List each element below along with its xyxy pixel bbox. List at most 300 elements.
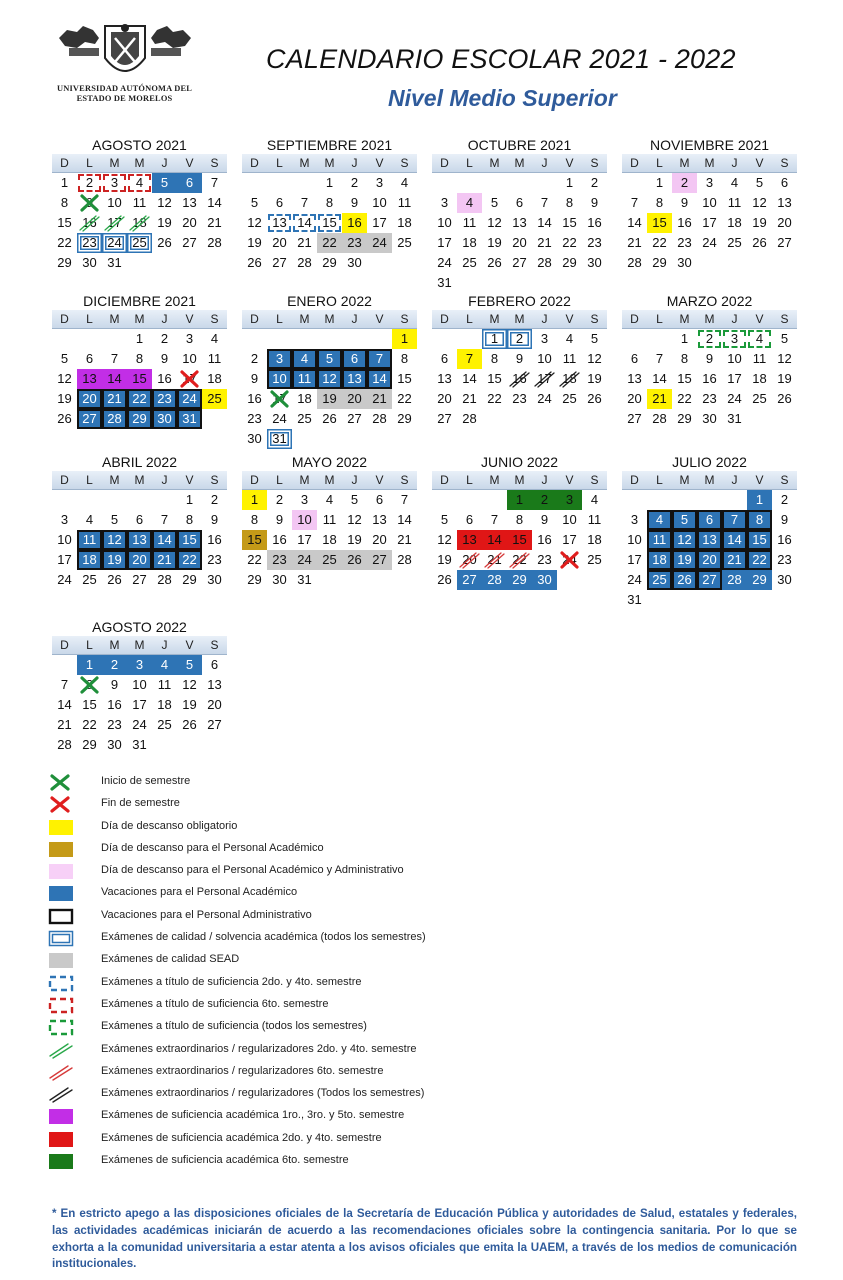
day-cell — [202, 193, 227, 213]
day-cell — [242, 570, 267, 590]
legend-item — [44, 772, 644, 794]
day-number: 23 — [512, 391, 527, 406]
legend-item — [44, 861, 644, 883]
day-number: 1 — [655, 175, 664, 190]
day-number: 11 — [652, 532, 667, 547]
day-cell — [242, 510, 267, 530]
day-cell — [77, 389, 102, 409]
day-cell — [242, 233, 267, 253]
day-cell — [532, 510, 557, 530]
day-cell — [722, 530, 747, 550]
day-number: 23 — [82, 235, 97, 250]
day-cell — [722, 233, 747, 253]
day-cell — [722, 213, 747, 233]
day-number: 5 — [60, 351, 69, 366]
day-cell — [127, 550, 152, 570]
day-cell — [367, 490, 392, 510]
day-cell — [77, 735, 102, 755]
day-number: 19 — [437, 552, 452, 567]
weekday-label: J — [541, 156, 548, 170]
day-number: 19 — [247, 235, 262, 250]
day-cell — [647, 409, 672, 429]
day-cell — [177, 695, 202, 715]
day-number: 29 — [752, 572, 767, 587]
day-cell — [242, 530, 267, 550]
day-cell — [77, 349, 102, 369]
day-cell — [52, 233, 77, 253]
day-cell — [102, 349, 127, 369]
day-number: 26 — [157, 235, 172, 250]
month-name: DICIEMBRE 2021 — [83, 293, 196, 309]
day-cell — [457, 510, 482, 530]
day-cell — [772, 193, 797, 213]
day-number: 24 — [182, 391, 197, 406]
institution-line-2: ESTADO DE MORELOS — [76, 94, 173, 103]
weekday-label: J — [731, 473, 738, 487]
day-number: 4 — [730, 175, 739, 190]
day-cell — [317, 409, 342, 429]
double-box-swatch-icon — [48, 930, 74, 947]
day-number: 21 — [397, 532, 412, 547]
day-cell — [52, 735, 77, 755]
day-cell — [507, 490, 532, 510]
weekday-label: J — [161, 156, 168, 170]
weekday-label: D — [440, 473, 449, 487]
day-number: 9 — [515, 351, 524, 366]
day-number: 27 — [82, 411, 97, 426]
day-number: 17 — [562, 532, 577, 547]
day-cell — [52, 550, 77, 570]
day-number: 19 — [57, 391, 72, 406]
day-cell — [482, 253, 507, 273]
month-name: JUNIO 2022 — [480, 454, 559, 470]
day-number: 4 — [565, 331, 574, 346]
day-cell — [242, 550, 267, 570]
day-number: 16 — [247, 391, 262, 406]
empty-cell — [722, 490, 747, 510]
day-cell — [432, 570, 457, 590]
day-number: 8 — [515, 512, 524, 527]
empty-cell — [292, 173, 317, 193]
day-number: 8 — [490, 351, 499, 366]
day-cell — [77, 213, 102, 233]
day-number: 25 — [562, 391, 577, 406]
day-cell — [177, 329, 202, 349]
day-cell — [432, 369, 457, 389]
day-number: 15 — [487, 371, 502, 386]
legend-label: Exámenes de calidad / solvencia académica (todos los semestres) — [101, 931, 426, 944]
day-number: 2 — [540, 492, 549, 507]
day-number: 22 — [397, 391, 412, 406]
day-number: 28 — [462, 411, 477, 426]
legend-item — [44, 1062, 644, 1084]
day-cell — [507, 329, 532, 349]
day-cell — [622, 389, 647, 409]
day-cell — [582, 349, 607, 369]
day-number: 5 — [590, 331, 599, 346]
legend-label: Exámenes de suficiencia académica 2do. y 4to. semestre — [101, 1131, 382, 1144]
day-number: 17 — [132, 697, 147, 712]
day-cell — [127, 369, 152, 389]
day-number: 13 — [627, 371, 642, 386]
day-cell — [482, 233, 507, 253]
day-number: 26 — [247, 255, 262, 270]
day-cell — [202, 530, 227, 550]
day-number: 21 — [727, 552, 742, 567]
day-number: 2 — [160, 331, 169, 346]
day-cell — [697, 550, 722, 570]
day-number: 3 — [730, 331, 739, 346]
day-number: 3 — [440, 195, 449, 210]
weekday-label: M — [134, 312, 145, 326]
day-cell — [772, 349, 797, 369]
day-number: 31 — [132, 737, 147, 752]
month-name: AGOSTO 2022 — [92, 619, 187, 635]
legend-label: Exámenes a título de suficiencia (todos los semestres) — [101, 1020, 367, 1033]
day-cell — [507, 233, 532, 253]
day-cell — [772, 329, 797, 349]
day-number: 1 — [250, 492, 259, 507]
day-cell — [507, 349, 532, 369]
day-cell — [292, 570, 317, 590]
day-number: 12 — [587, 351, 602, 366]
day-cell — [102, 213, 127, 233]
day-number: 28 — [727, 572, 742, 587]
day-number: 5 — [755, 175, 764, 190]
day-number: 30 — [777, 572, 792, 587]
day-number: 28 — [372, 411, 387, 426]
day-cell — [317, 253, 342, 273]
day-cell — [697, 173, 722, 193]
day-number: 12 — [322, 371, 337, 386]
day-cell — [77, 173, 102, 193]
day-number: 5 — [185, 657, 194, 672]
day-number: 26 — [322, 411, 337, 426]
day-number: 8 — [400, 351, 409, 366]
day-number: 10 — [702, 195, 717, 210]
day-number: 9 — [590, 195, 599, 210]
day-cell — [202, 173, 227, 193]
day-cell — [392, 510, 417, 530]
weekday-label: M — [514, 473, 525, 487]
weekday-label: J — [541, 473, 548, 487]
weekday-header — [52, 310, 227, 329]
weekday-label: D — [630, 312, 639, 326]
day-number: 5 — [160, 175, 169, 190]
legend-item — [44, 950, 644, 972]
weekday-label: V — [185, 312, 194, 326]
weekday-label: M — [109, 312, 120, 326]
day-cell — [772, 369, 797, 389]
empty-cell — [77, 329, 102, 349]
legend-label: Fin de semestre — [101, 797, 180, 810]
day-cell — [267, 369, 292, 389]
day-cell — [367, 389, 392, 409]
day-cell — [242, 253, 267, 273]
weekday-label: V — [755, 473, 764, 487]
day-cell — [242, 389, 267, 409]
day-cell — [722, 409, 747, 429]
day-cell — [152, 329, 177, 349]
day-cell — [102, 510, 127, 530]
empty-cell — [242, 329, 267, 349]
day-cell — [127, 510, 152, 530]
day-cell — [672, 233, 697, 253]
day-number: 14 — [627, 215, 642, 230]
day-cell — [127, 570, 152, 590]
day-number: 15 — [322, 215, 337, 230]
day-number: 30 — [537, 572, 552, 587]
day-number: 17 — [182, 371, 197, 386]
day-number: 26 — [347, 552, 362, 567]
day-number: 8 — [250, 512, 259, 527]
weekday-label: V — [755, 312, 764, 326]
weekday-label: M — [299, 312, 310, 326]
day-number: 3 — [110, 175, 119, 190]
day-cell — [532, 329, 557, 349]
day-cell — [127, 695, 152, 715]
day-cell — [292, 510, 317, 530]
weekday-label: L — [276, 156, 283, 170]
day-cell — [747, 233, 772, 253]
day-number: 2 — [250, 351, 259, 366]
legend-label: Exámenes de calidad SEAD — [101, 953, 240, 966]
day-number: 13 — [82, 371, 97, 386]
weekday-label: D — [630, 473, 639, 487]
day-number: 2 — [515, 331, 524, 346]
day-cell — [317, 530, 342, 550]
day-number: 16 — [677, 215, 692, 230]
day-cell — [457, 349, 482, 369]
day-number: 10 — [562, 512, 577, 527]
day-cell — [392, 329, 417, 349]
day-number: 24 — [57, 572, 72, 587]
weekday-header — [622, 154, 797, 173]
day-cell — [342, 409, 367, 429]
day-cell — [582, 550, 607, 570]
day-cell — [292, 490, 317, 510]
day-cell — [622, 409, 647, 429]
day-cell — [52, 173, 77, 193]
day-number: 10 — [627, 532, 642, 547]
day-number: 7 — [375, 351, 384, 366]
day-number: 13 — [372, 512, 387, 527]
day-cell — [177, 233, 202, 253]
day-number: 7 — [60, 677, 69, 692]
day-cell — [102, 369, 127, 389]
day-cell — [647, 253, 672, 273]
day-cell — [557, 253, 582, 273]
weekday-label: M — [489, 156, 500, 170]
weekday-label: J — [731, 156, 738, 170]
day-cell — [202, 233, 227, 253]
day-number: 2 — [680, 175, 689, 190]
day-number: 9 — [250, 371, 259, 386]
legend-label: Día de descanso para el Personal Académico — [101, 841, 324, 854]
day-cell — [152, 655, 177, 675]
day-cell — [342, 193, 367, 213]
legend-label: Exámenes de suficiencia académica 1ro., 3ro. y 5to. semestre — [101, 1109, 405, 1122]
day-cell — [772, 213, 797, 233]
legend-item — [44, 1084, 644, 1106]
day-number: 1 — [565, 175, 574, 190]
day-number: 16 — [537, 532, 552, 547]
weekday-label: M — [679, 156, 690, 170]
day-number: 3 — [275, 351, 284, 366]
uaem-emblem-icon — [55, 18, 195, 84]
day-number: 25 — [82, 572, 97, 587]
day-number: 8 — [755, 512, 764, 527]
day-cell — [482, 570, 507, 590]
day-cell — [317, 490, 342, 510]
day-number: 8 — [655, 195, 664, 210]
day-number: 28 — [297, 255, 312, 270]
day-cell — [202, 715, 227, 735]
day-number: 14 — [297, 215, 312, 230]
day-number: 11 — [82, 532, 97, 547]
empty-cell — [647, 329, 672, 349]
day-cell — [52, 715, 77, 735]
semester-start-x-icon — [48, 774, 74, 791]
day-cell — [177, 173, 202, 193]
weekday-header — [622, 310, 797, 329]
day-number: 23 — [587, 235, 602, 250]
day-number: 20 — [207, 697, 222, 712]
empty-cell — [77, 490, 102, 510]
weekday-label: L — [86, 638, 93, 652]
day-number: 25 — [297, 411, 312, 426]
day-cell — [582, 530, 607, 550]
day-number: 18 — [207, 371, 222, 386]
weekday-label: L — [86, 312, 93, 326]
day-number: 9 — [350, 195, 359, 210]
day-cell — [52, 349, 77, 369]
day-number: 22 — [752, 552, 767, 567]
day-cell — [582, 510, 607, 530]
day-number: 15 — [57, 215, 72, 230]
day-number: 29 — [677, 411, 692, 426]
page-subtitle: Nivel Medio Superior — [388, 85, 617, 111]
day-cell — [202, 570, 227, 590]
weekday-label: J — [351, 156, 358, 170]
month-calendar — [622, 453, 797, 610]
day-cell — [102, 193, 127, 213]
day-number: 8 — [85, 677, 94, 692]
day-cell — [532, 490, 557, 510]
day-cell — [292, 389, 317, 409]
weekday-label: V — [565, 312, 574, 326]
day-cell — [292, 369, 317, 389]
day-number: 28 — [487, 572, 502, 587]
day-cell — [457, 253, 482, 273]
day-cell — [267, 530, 292, 550]
legend-item — [44, 1017, 644, 1039]
day-number: 11 — [752, 351, 767, 366]
mustard-swatch-icon — [48, 841, 74, 858]
day-number: 7 — [160, 512, 169, 527]
weekday-label: M — [704, 473, 715, 487]
day-cell — [152, 695, 177, 715]
day-number: 27 — [777, 235, 792, 250]
day-number: 26 — [677, 572, 692, 587]
day-cell — [392, 389, 417, 409]
day-number: 17 — [627, 552, 642, 567]
day-cell — [392, 530, 417, 550]
day-number: 10 — [272, 371, 287, 386]
weekday-label: J — [731, 312, 738, 326]
weekday-label: V — [755, 156, 764, 170]
day-number: 30 — [272, 572, 287, 587]
day-cell — [747, 510, 772, 530]
month-name: MARZO 2022 — [666, 293, 753, 309]
empty-cell — [52, 490, 77, 510]
day-cell — [532, 570, 557, 590]
empty-cell — [457, 329, 482, 349]
day-cell — [722, 389, 747, 409]
weekday-label: L — [276, 473, 283, 487]
day-cell — [267, 429, 292, 449]
day-number: 10 — [57, 532, 72, 547]
day-cell — [557, 369, 582, 389]
day-number: 16 — [777, 532, 792, 547]
day-cell — [672, 550, 697, 570]
day-number: 14 — [372, 371, 387, 386]
day-number: 21 — [107, 391, 122, 406]
day-number: 15 — [512, 532, 527, 547]
day-cell — [582, 329, 607, 349]
day-cell — [77, 715, 102, 735]
green-swatch-icon — [48, 1153, 74, 1170]
university-logo — [52, 18, 197, 104]
day-number: 3 — [705, 175, 714, 190]
day-cell — [432, 233, 457, 253]
day-cell — [292, 409, 317, 429]
day-number: 27 — [512, 255, 527, 270]
day-cell — [457, 213, 482, 233]
day-cell — [242, 409, 267, 429]
day-cell — [342, 213, 367, 233]
day-number: 31 — [627, 592, 642, 607]
day-number: 19 — [182, 697, 197, 712]
month-calendar — [52, 292, 227, 429]
day-number: 24 — [297, 552, 312, 567]
day-cell — [772, 233, 797, 253]
day-number: 21 — [57, 717, 72, 732]
weekday-label: S — [590, 312, 599, 326]
day-number: 19 — [677, 552, 692, 567]
weekday-label: J — [161, 312, 168, 326]
legend-label: Día de descanso para el Personal Académico y Administrativo — [101, 864, 404, 877]
day-cell — [457, 369, 482, 389]
day-cell — [202, 510, 227, 530]
pink-swatch-icon — [48, 863, 74, 880]
day-number: 1 — [325, 175, 334, 190]
day-number: 1 — [185, 492, 194, 507]
day-cell — [202, 329, 227, 349]
day-cell — [772, 510, 797, 530]
month-calendar — [432, 136, 607, 293]
day-grid — [242, 173, 417, 273]
day-cell — [127, 173, 152, 193]
legend-label: Inicio de semestre — [101, 775, 191, 787]
month-name: NOVIEMBRE 2021 — [649, 137, 770, 153]
day-cell — [557, 530, 582, 550]
month-name: ABRIL 2022 — [102, 454, 177, 470]
day-grid — [622, 490, 797, 610]
day-cell — [367, 550, 392, 570]
day-cell — [747, 389, 772, 409]
day-number: 24 — [272, 411, 287, 426]
